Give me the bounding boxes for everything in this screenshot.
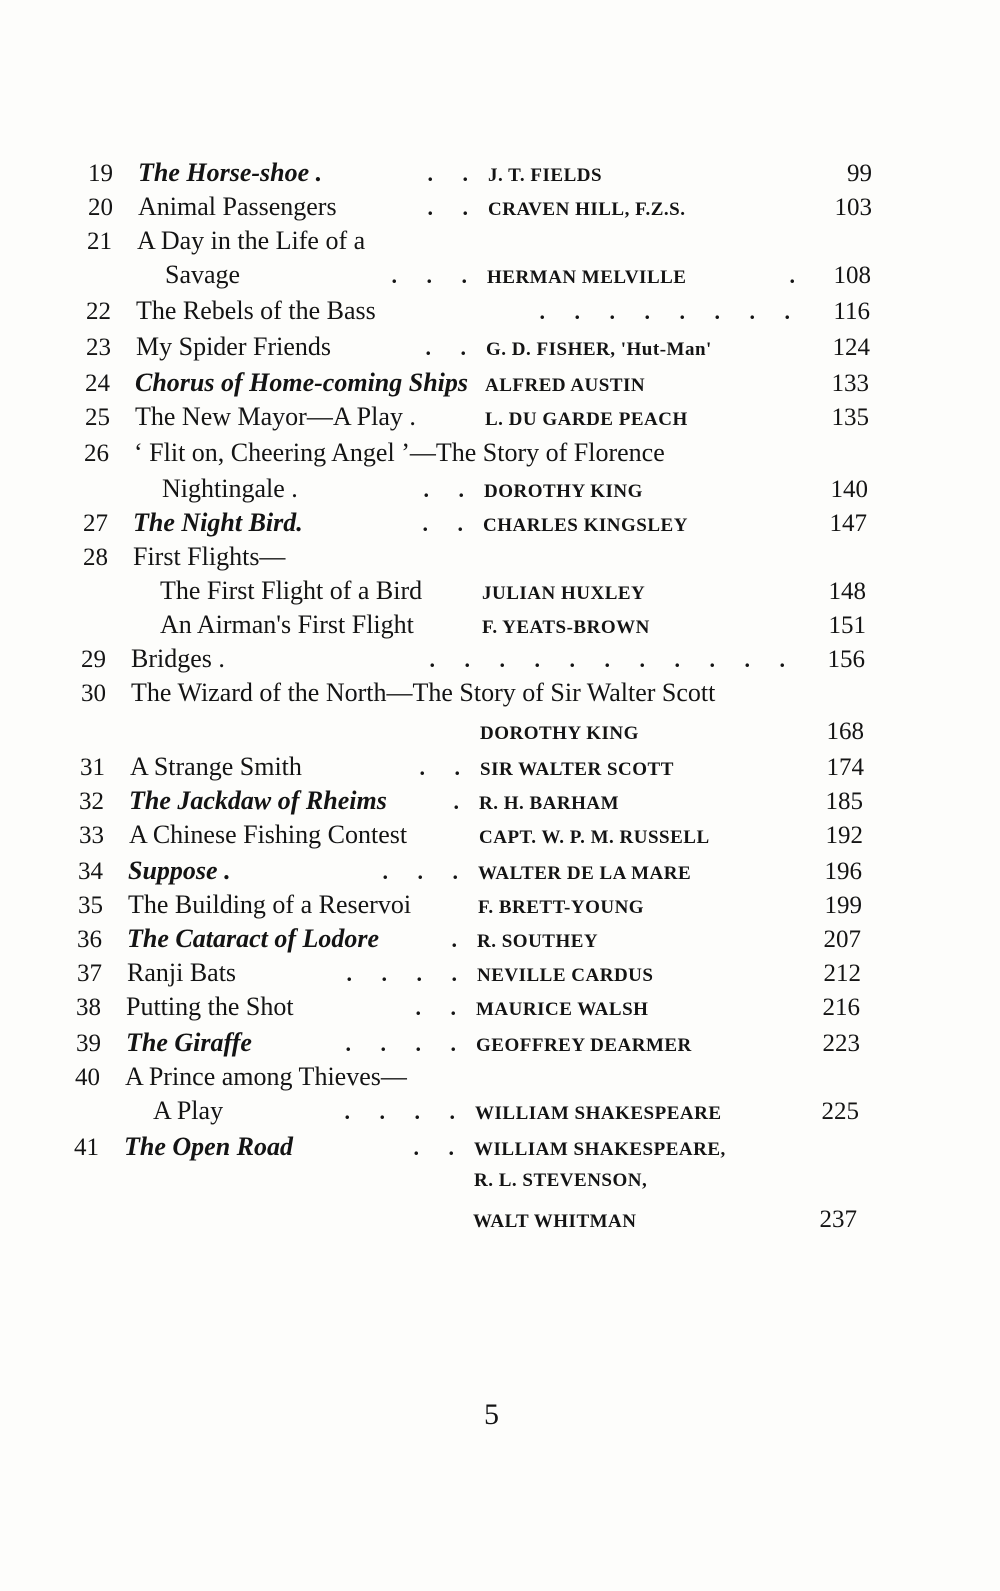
title-cell	[128, 856, 478, 886]
entry-number: 31	[80, 754, 105, 781]
entry-number: 24	[85, 370, 110, 397]
title-cell	[129, 786, 479, 816]
entry-number: 34	[78, 858, 103, 885]
toc-entry	[78, 856, 862, 890]
author-cell	[479, 827, 803, 849]
dot-leader: . .	[427, 161, 480, 186]
toc-entry	[84, 474, 868, 508]
toc-entry	[87, 260, 871, 294]
dot-leader: . . . .	[345, 1031, 468, 1056]
entry-page: 99	[847, 160, 872, 187]
toc-entry	[84, 438, 868, 472]
author-cell	[484, 481, 808, 503]
dot-leader: . .	[427, 195, 480, 220]
dot-leader: .	[451, 927, 469, 952]
entry-page: 140	[830, 476, 868, 503]
entry-title: A Strange Smith	[130, 752, 302, 781]
entry-author: R. SOUTHEY	[477, 931, 599, 952]
entry-page: 116	[833, 298, 870, 325]
entry-author: WILLIAM SHAKESPEARE,	[474, 1139, 726, 1160]
entry-title: ‘ Flit on, Cheering Angel ’—The Story of Florence	[134, 438, 665, 467]
author-cell	[486, 339, 810, 361]
toc-entry	[87, 226, 871, 260]
toc-entry	[76, 992, 860, 1026]
entry-title: The Giraffe	[126, 1028, 252, 1057]
entry-page: 192	[825, 822, 863, 849]
toc-entry	[75, 1096, 859, 1130]
entry-title: A Day in the Life of a	[137, 226, 366, 255]
title-cell	[138, 192, 488, 222]
entry-number: 30	[81, 680, 106, 707]
entry-author: JULIAN HUXLEY	[482, 583, 646, 604]
entry-number: 29	[81, 646, 106, 673]
title-cell	[126, 1028, 476, 1058]
toc-entry	[74, 1170, 858, 1204]
entry-number: 37	[77, 960, 102, 987]
toc-entry	[81, 644, 865, 678]
entry-page: 168	[826, 718, 864, 745]
entry-title: Animal Passengers	[138, 192, 337, 221]
title-cell	[136, 296, 810, 326]
title-cell	[136, 332, 486, 362]
title-cell	[131, 678, 865, 708]
toc-entry	[86, 332, 870, 366]
entry-number: 39	[76, 1030, 101, 1057]
title-cell	[132, 610, 482, 640]
entry-title: The Night Bird.	[133, 508, 303, 537]
entry-title: The Cataract of Lodore	[127, 924, 380, 953]
dot-leader: . .	[419, 755, 472, 780]
title-cell	[125, 1062, 859, 1092]
toc-entry	[86, 296, 870, 330]
toc-entry	[88, 158, 872, 192]
entry-title: The Wizard of the North—The Story of Sir Walter Scott	[131, 678, 716, 707]
entry-number: 21	[87, 228, 112, 255]
entry-author: WALT WHITMAN	[473, 1211, 637, 1232]
entry-title: A Play	[153, 1096, 224, 1125]
author-cell	[475, 1103, 799, 1125]
entry-page: 174	[826, 754, 864, 781]
entry-page: 151	[828, 612, 866, 639]
author-cell	[478, 897, 802, 919]
title-cell	[125, 1096, 475, 1126]
toc-entry	[79, 786, 863, 820]
dot-leader: . . . . . . . .	[539, 299, 802, 324]
toc-entry	[77, 958, 861, 992]
entry-page: 147	[829, 510, 867, 537]
entry-number: 32	[79, 788, 104, 815]
entry-number: 22	[86, 298, 111, 325]
dot-leader: . . . .	[346, 961, 469, 986]
toc-entry	[81, 678, 865, 712]
toc-entry	[83, 508, 867, 542]
entry-author: DOROTHY KING	[480, 723, 639, 744]
entry-title: A Chinese Fishing Contest	[129, 820, 408, 849]
entry-page: 225	[821, 1098, 859, 1125]
entry-number: 20	[88, 194, 113, 221]
author-cell	[480, 759, 804, 781]
entry-title: A Prince among Thieves—	[125, 1062, 407, 1091]
author-cell	[485, 375, 809, 397]
toc-entry	[82, 576, 866, 610]
entry-author: L. DU GARDE PEACH	[485, 409, 688, 430]
toc-entry	[75, 1062, 859, 1096]
title-cell	[134, 438, 868, 468]
title-cell	[129, 820, 479, 850]
toc-entry	[73, 1206, 857, 1240]
entry-title: The Horse-shoe .	[138, 158, 323, 187]
title-cell	[131, 644, 805, 674]
entry-author: F. YEATS-BROWN	[482, 617, 650, 638]
title-cell	[130, 752, 480, 782]
dot-leader: . .	[422, 511, 475, 536]
entry-page: 135	[831, 404, 869, 431]
title-cell	[133, 508, 483, 538]
entry-author: DOROTHY KING	[484, 481, 643, 502]
entry-number: 38	[76, 994, 101, 1021]
entry-author: CHARLES KINGSLEY	[483, 515, 688, 536]
entry-number: 28	[83, 544, 108, 571]
entry-author: R. H. BARHAM	[479, 793, 620, 814]
entry-author: ALFRED AUSTIN	[485, 375, 646, 396]
author-cell	[480, 723, 804, 745]
toc-entry	[82, 610, 866, 644]
toc-entry	[79, 820, 863, 854]
dot-leader: . .	[423, 477, 476, 502]
entry-page: 148	[828, 578, 866, 605]
entry-page: 185	[825, 788, 863, 815]
entry-title: The Rebels of the Bass	[136, 296, 376, 325]
entry-page: 133	[831, 370, 869, 397]
entry-title: First Flights—	[133, 542, 286, 571]
entry-title: The Building of a Reservoi	[128, 890, 412, 919]
entry-title: Putting the Shot	[126, 992, 294, 1021]
title-cell	[138, 158, 488, 188]
author-cell	[482, 617, 806, 639]
toc-entry	[78, 890, 862, 924]
entry-page: 199	[824, 892, 862, 919]
toc-entry	[85, 402, 869, 436]
author-cell	[477, 965, 801, 987]
title-cell	[135, 402, 485, 432]
entry-page: 237	[819, 1206, 857, 1233]
dot-leader: .	[789, 263, 795, 288]
title-cell	[135, 368, 485, 398]
toc-entry	[80, 752, 864, 786]
entry-number: 27	[83, 510, 108, 537]
author-cell	[478, 863, 802, 885]
entry-author: G. D. FISHER, 'Hut-Man'	[486, 339, 712, 360]
entry-page: 124	[832, 334, 870, 361]
entry-author: SIR WALTER SCOTT	[480, 759, 674, 780]
entry-title: My Spider Friends	[136, 332, 331, 361]
entry-number: 36	[77, 926, 102, 953]
entry-page: 207	[823, 926, 861, 953]
author-cell	[488, 165, 812, 187]
title-cell	[126, 992, 476, 1022]
author-cell	[482, 583, 806, 605]
dot-leader: . .	[413, 1135, 466, 1160]
dot-leader: . . .	[382, 859, 470, 884]
entry-number: 23	[86, 334, 111, 361]
entry-number: 26	[84, 440, 109, 467]
author-cell	[488, 199, 812, 221]
entry-page: 212	[823, 960, 861, 987]
toc-entry	[88, 192, 872, 226]
entry-author: CAPT. W. P. M. RUSSELL	[479, 827, 710, 848]
dot-leader: . .	[415, 995, 468, 1020]
entry-author: GEOFFREY DEARMER	[476, 1035, 692, 1056]
entry-number: 35	[78, 892, 103, 919]
title-cell	[133, 542, 867, 572]
author-cell	[474, 1170, 798, 1192]
dot-leader: . . .	[391, 263, 479, 288]
entry-page: 156	[827, 646, 865, 673]
title-cell	[127, 958, 477, 988]
toc-entry	[76, 1028, 860, 1062]
toc-entry	[85, 368, 869, 402]
author-cell	[483, 515, 807, 537]
entry-title: Ranji Bats	[127, 958, 237, 987]
title-cell	[134, 474, 484, 504]
entry-page: 216	[822, 994, 860, 1021]
entry-title: The New Mayor—A Play .	[135, 402, 416, 431]
toc-entry	[77, 924, 861, 958]
title-cell	[124, 1132, 474, 1162]
author-cell	[476, 1035, 800, 1057]
entry-title: Suppose .	[128, 856, 231, 885]
toc-entry	[80, 718, 864, 752]
entry-title: Savage	[165, 260, 241, 289]
author-cell	[476, 999, 800, 1021]
entry-title: Nightingale .	[162, 474, 298, 503]
entry-number: 41	[74, 1134, 99, 1161]
entry-title: Chorus of Home-coming Ships	[135, 368, 469, 397]
entry-page: 196	[824, 858, 862, 885]
dot-leader: . . . .	[344, 1099, 467, 1124]
entry-title: The Open Road	[124, 1132, 293, 1161]
entry-number: 40	[75, 1064, 100, 1091]
title-cell	[128, 890, 478, 920]
entry-author: WALTER DE LA MARE	[478, 863, 692, 884]
entry-author: F. BRETT-YOUNG	[478, 897, 645, 918]
page-number: 5	[484, 1398, 499, 1431]
entry-page: 108	[833, 262, 871, 289]
entry-author: NEVILLE CARDUS	[477, 965, 654, 986]
title-cell	[127, 924, 477, 954]
entry-title: An Airman's First Flight	[160, 610, 414, 639]
entry-title: Bridges .	[131, 644, 225, 673]
author-cell	[477, 931, 801, 953]
dot-leader: . .	[425, 335, 478, 360]
entry-author: HERMAN MELVILLE	[487, 267, 687, 288]
entry-page: 103	[834, 194, 872, 221]
author-cell	[487, 263, 811, 289]
entry-author: R. L. STEVENSON,	[474, 1170, 648, 1191]
title-cell	[137, 260, 487, 290]
entry-number: 19	[88, 160, 113, 187]
title-cell	[137, 226, 871, 256]
dot-leader: . . . . . . . . . . .	[429, 647, 797, 672]
author-cell	[474, 1139, 798, 1161]
entry-author: WILLIAM SHAKESPEARE	[475, 1103, 722, 1124]
entry-page: 223	[822, 1030, 860, 1057]
entry-title: The Jackdaw of Rheims	[129, 786, 387, 815]
entry-title: The First Flight of a Bird	[160, 576, 423, 605]
entry-author: J. T. FIELDS	[488, 165, 603, 186]
entry-author: MAURICE WALSH	[476, 999, 649, 1020]
author-cell	[479, 793, 803, 815]
entry-number: 25	[85, 404, 110, 431]
entry-number: 33	[79, 822, 104, 849]
title-cell	[132, 576, 482, 606]
author-cell	[473, 1211, 797, 1233]
toc-entry	[74, 1132, 858, 1166]
toc-entry	[83, 542, 867, 576]
dot-leader: .	[453, 789, 471, 814]
entry-author: CRAVEN HILL, F.Z.S.	[488, 199, 686, 220]
author-cell	[485, 409, 809, 431]
